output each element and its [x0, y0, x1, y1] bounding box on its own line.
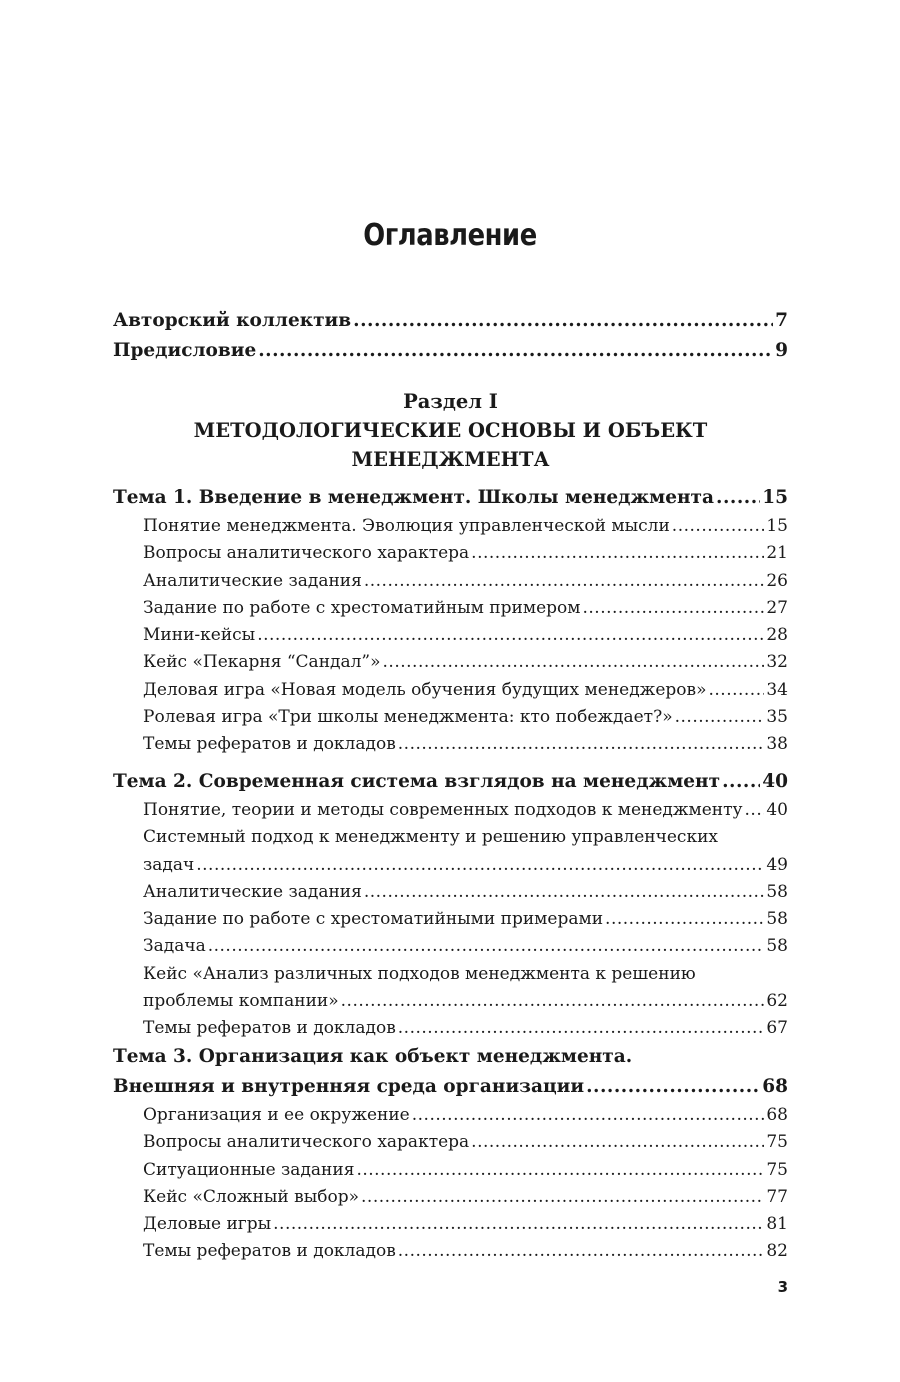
- toc-subentry[interactable]: [113, 879, 788, 906]
- toc-entry-label: проблемы компании»: [143, 991, 339, 1012]
- dot-leader: [398, 1238, 765, 1265]
- toc-subentry[interactable]: [113, 513, 788, 540]
- toc-entry-page: 68: [762, 1076, 788, 1097]
- toc-entry-label: Тема 1. Введение в менеджмент. Школы менеджмента: [113, 487, 714, 508]
- toc-topic-line1: Тема 3. Организация как объект менеджмента.: [113, 1046, 633, 1067]
- dot-leader: [398, 731, 765, 758]
- toc-entry-label: Темы рефератов и докладов: [143, 734, 396, 755]
- toc-entry-page: 28: [766, 625, 788, 646]
- toc-topic-entry[interactable]: [113, 483, 788, 513]
- toc-entry-page: 9: [775, 340, 788, 361]
- toc-entry-label: Темы рефератов и докладов: [143, 1241, 396, 1262]
- toc-entry-label: Авторский коллектив: [113, 310, 352, 331]
- topic-1: [113, 483, 788, 759]
- dot-leader: [196, 852, 764, 879]
- toc-subentry[interactable]: [113, 1238, 788, 1265]
- toc-entry-label: Деловые игры: [143, 1214, 272, 1235]
- toc-entry-label: задач: [143, 854, 195, 875]
- toc-entry-page: 34: [766, 679, 788, 700]
- section-title-line2: МЕНЕДЖМЕНТА: [351, 448, 550, 471]
- toc-subentry[interactable]: [113, 1211, 788, 1238]
- toc-topic-entry[interactable]: [113, 1072, 788, 1102]
- dot-leader: [398, 1015, 765, 1042]
- toc-subentry[interactable]: [113, 540, 788, 567]
- dot-leader: [605, 906, 764, 933]
- toc-subentry[interactable]: [113, 1102, 788, 1129]
- dot-leader: [353, 306, 773, 336]
- toc-subentry[interactable]: [113, 677, 788, 704]
- toc-entry-authors[interactable]: [113, 306, 788, 336]
- toc-subentry[interactable]: [113, 731, 788, 758]
- toc-entry-page: 38: [766, 734, 788, 755]
- toc-entry-page: 58: [766, 909, 788, 930]
- topic-2: [113, 767, 788, 1043]
- toc-entry-preface[interactable]: [113, 336, 788, 366]
- toc-subentry[interactable]: [113, 649, 788, 676]
- toc-topic-entry[interactable]: [113, 767, 788, 797]
- toc-entry-page: 49: [766, 854, 788, 875]
- toc-entry-label: Аналитические задания: [143, 881, 362, 902]
- dot-leader: [708, 677, 764, 704]
- dot-leader: [273, 1211, 764, 1238]
- toc-entry-page: 75: [766, 1132, 788, 1153]
- dot-leader: [364, 879, 765, 906]
- toc-entry-label: Ролевая игра «Три школы менеджмента: кто побеждает?»: [143, 707, 673, 728]
- dot-leader: [356, 1157, 764, 1184]
- toc-entry-label: Задание по работе с хрестоматийными примерами: [143, 909, 604, 930]
- toc-entry-page: 68: [766, 1105, 788, 1125]
- dot-leader: [675, 704, 765, 731]
- toc-entry-label: Кейс «Пекарня “Сандал”»: [143, 652, 381, 673]
- front-matter: [113, 306, 788, 366]
- toc-entry-page: 58: [766, 881, 788, 902]
- section-heading: [113, 387, 788, 474]
- toc-entry-page: 58: [766, 936, 788, 957]
- toc-subentry[interactable]: [113, 1129, 788, 1156]
- toc-entry-label: Кейс «Сложный выбор»: [143, 1186, 360, 1207]
- dot-leader: [208, 933, 765, 960]
- toc-subentry-line1: Кейс «Анализ различных подходов менеджмента к решению: [143, 963, 696, 984]
- toc-entry-label: Понятие, теории и методы современных подходов к менеджменту: [143, 800, 743, 820]
- toc-subentry[interactable]: [113, 1157, 788, 1184]
- toc-entry-label: Темы рефератов и докладов: [143, 1018, 396, 1039]
- toc-entry-page: 82: [766, 1241, 788, 1262]
- page-number: 3: [777, 1278, 788, 1296]
- dot-leader: [361, 1184, 764, 1211]
- toc-entry-page: 40: [766, 800, 788, 820]
- toc-entry-label: Вопросы аналитического характера: [143, 1132, 470, 1153]
- toc-entry-label: Организация и ее окружение: [143, 1105, 410, 1125]
- dot-leader: [258, 336, 773, 366]
- toc-entry-page: 81: [766, 1214, 788, 1235]
- toc-subentry[interactable]: [113, 906, 788, 933]
- toc-entry-label: Предисловие: [113, 340, 257, 361]
- toc-entry-label: Ситуационные задания: [143, 1159, 355, 1180]
- toc-entry-page: 15: [766, 516, 788, 536]
- toc-entry-page: 75: [766, 1159, 788, 1180]
- toc-subentry[interactable]: [113, 568, 788, 595]
- toc-entry-page: 62: [766, 991, 788, 1012]
- toc-entry-page: 35: [766, 707, 788, 728]
- section-title-line1: МЕТОДОЛОГИЧЕСКИЕ ОСНОВЫ И ОБЪЕКТ: [193, 419, 708, 442]
- toc-entry-label: Понятие менеджмента. Эволюция управленческой мысли: [143, 516, 670, 536]
- toc-subentry[interactable]: [113, 797, 788, 824]
- toc-entry-page: 40: [762, 771, 788, 792]
- toc-entry-label: Аналитические задания: [143, 570, 362, 591]
- dot-leader: [471, 1129, 764, 1156]
- toc-entry-page: 27: [766, 597, 788, 618]
- toc-entry-page: 7: [775, 310, 788, 331]
- toc-entry-page: 77: [766, 1186, 788, 1207]
- toc-subentry[interactable]: [113, 704, 788, 731]
- toc-subentry[interactable]: [113, 1184, 788, 1211]
- toc-entry-page: 15: [762, 487, 788, 508]
- toc-entry-page: 21: [766, 543, 788, 564]
- dot-leader: [471, 540, 764, 567]
- dot-leader: [745, 797, 765, 824]
- dot-leader: [586, 1072, 760, 1102]
- toc-subentry[interactable]: [113, 595, 788, 622]
- toc-subentry[interactable]: [113, 622, 788, 649]
- dot-leader: [412, 1102, 765, 1129]
- topic-3: [113, 1042, 788, 1266]
- toc-subentry[interactable]: [113, 1015, 788, 1042]
- toc-subentry[interactable]: [113, 933, 788, 960]
- toc-entry-label: Задание по работе с хрестоматийным примером: [143, 597, 581, 618]
- dot-leader: [716, 483, 760, 513]
- toc-entry-label: Тема 2. Современная система взглядов на менеджмент: [113, 771, 721, 792]
- dot-leader: [364, 568, 765, 595]
- dot-leader: [672, 513, 765, 540]
- toc-entry-label: Вопросы аналитического характера: [143, 543, 470, 564]
- toc-entry-label: Деловая игра «Новая модель обучения будущих менеджеров»: [143, 679, 707, 700]
- dot-leader: [257, 622, 764, 649]
- toc-subentry[interactable]: [113, 988, 788, 1015]
- page-title: Оглавление: [363, 218, 537, 253]
- toc-entry-label: Задача: [143, 936, 206, 957]
- dot-leader: [722, 767, 760, 797]
- dot-leader: [341, 988, 765, 1015]
- toc-subentry-line1: Системный подход к менеджменту и решению управленческих: [143, 827, 718, 848]
- toc-entry-page: 26: [766, 570, 788, 591]
- toc-entry-label: Мини-кейсы: [143, 625, 256, 646]
- toc-subentry[interactable]: [113, 852, 788, 879]
- toc-entry-label: Внешняя и внутренняя среда организации: [113, 1076, 585, 1097]
- toc-entry-page: 32: [766, 652, 788, 673]
- toc-entry-page: 67: [766, 1018, 788, 1039]
- dot-leader: [582, 595, 764, 622]
- section-number: Раздел I: [403, 390, 498, 413]
- dot-leader: [383, 649, 765, 676]
